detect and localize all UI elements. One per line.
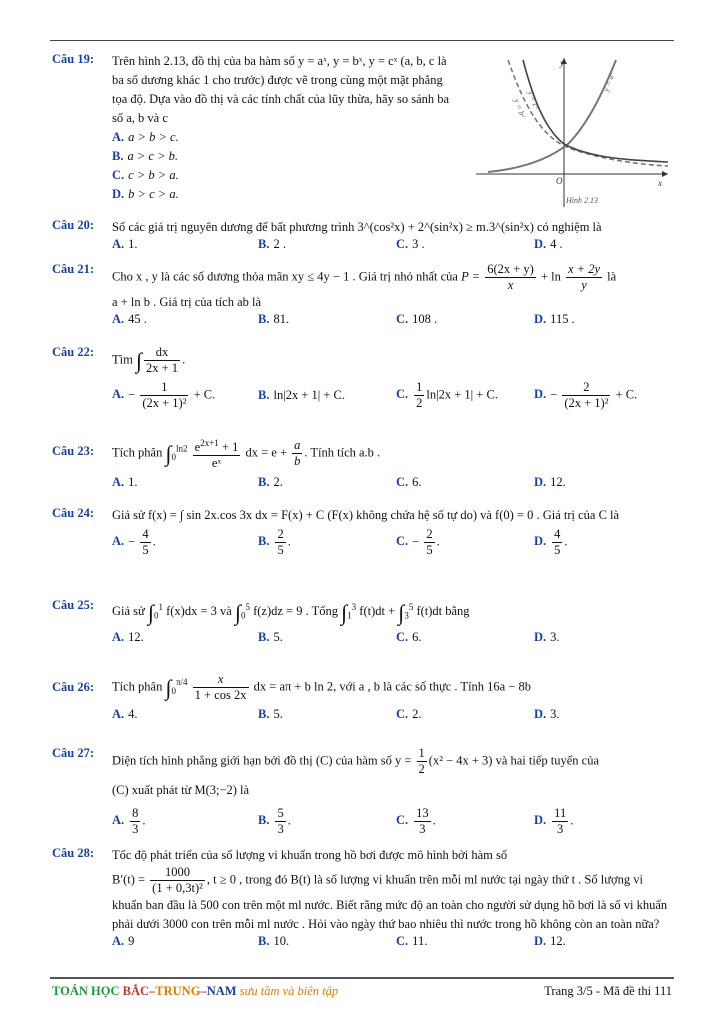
question-text: Tích phân	[112, 679, 163, 694]
option-c[interactable]: C. 108 .	[396, 312, 438, 326]
question-text: Số các giá trị nguyên dương để bất phương trình 3^(cos²x) + 2^(sin²x) ≥ m.3^(sin²x) có nghiệm là	[112, 220, 602, 234]
page-number: Trang 3/5 - Mã đề thi 111	[544, 984, 672, 998]
option-d[interactable]: D. $\frac{11}{3}$ .	[534, 806, 574, 836]
question-text: Tích phân	[112, 445, 163, 460]
option-c[interactable]: C. $\frac{1}{2}$ ln|2x + 1| + C.	[396, 380, 498, 410]
question-text: Giả sử f(x) = ∫ sin 2x.cos 3x dx = F(x) + C (F(x) không chứa hệ số tự do) và f(0) = 0 . Giá trị của C là	[112, 508, 620, 522]
question-label: Câu 20:	[52, 218, 95, 232]
option-b[interactable]: B. $\frac{5}{3}$ .	[258, 806, 291, 836]
graph-label-origin: O	[556, 176, 563, 186]
option-d[interactable]: D. 4 .	[534, 237, 563, 251]
option-d[interactable]: D. − $\frac{2}{\text{(2x + 1)²}}$ + C.	[534, 380, 638, 410]
question-label: Câu 19:	[52, 52, 95, 66]
graph-svg	[468, 52, 678, 212]
option-a[interactable]: A. − $\frac{1}{\text{(2x + 1)²}}$ + C.	[112, 380, 216, 410]
exponential-graph-figure	[468, 52, 678, 212]
option-c[interactable]: C. 11.	[396, 934, 428, 948]
question-text-2: (C) xuất phát từ M(3;−2) là	[112, 783, 250, 797]
option-a[interactable]: A. a > b > c.	[112, 130, 179, 144]
question-label: Câu 28:	[52, 846, 95, 860]
question-24	[52, 506, 672, 559]
option-d[interactable]: D. b > c > a.	[112, 187, 179, 201]
question-label: Câu 25:	[52, 598, 95, 612]
option-c[interactable]: C. c > b > a.	[112, 168, 179, 182]
question-label: Câu 26:	[52, 680, 95, 694]
option-a[interactable]: A. 12.	[112, 629, 144, 644]
question-label: Câu 27:	[52, 746, 95, 760]
option-a[interactable]: A. − $\frac{4}{5}$ .	[112, 527, 156, 557]
question-text-2: , t ≥ 0 , trong đó B(t) là số lượng vi khuẩn trên mỗi ml nước tại ngày thứ t . Số lượng vi khuẩn ban đầu là 500 con trên một ml nước. Biết rằng mức độ an toàn cho người sử dụng hồ bơi là số vi khuẩn phải dưới 3000 con trên mỗi ml nước . Hỏi vào ngày thứ bao nhiêu thì nước trong hồ không còn an toàn nữa?	[112, 872, 668, 931]
question-text-2: a + ln b . Giá trị của tích ab là	[112, 295, 262, 309]
question-text: Diện tích hình phẳng giới hạn bởi đồ thị (C) của hàm số	[112, 753, 392, 768]
question-label: Câu 22:	[52, 345, 95, 359]
question-22: Câu 22: Tìm ∫ $\frac{dx}{2x + 1}$ . A. − $\frac{1}{\text{(2x + 1)²}}$ + C. B. ln|2x + 1| + C. C. $\frac{1}{2}$ ln|2x + 1| + C. D. − $\frac{2}{\text{(2x + 1)²}}$ + C.	[52, 345, 638, 410]
option-b[interactable]: B. 5.	[258, 707, 283, 721]
option-c[interactable]: C. 6.	[396, 629, 422, 644]
option-c[interactable]: C. 3 .	[396, 237, 425, 251]
option-a[interactable]: A. 1.	[112, 475, 138, 490]
option-c[interactable]: C. − $\frac{2}{5}$ .	[396, 527, 440, 557]
option-b[interactable]: B. $\frac{2}{5}$ .	[258, 527, 291, 557]
graph-label-x: x	[658, 178, 662, 188]
question-text: Giả sử	[112, 604, 145, 619]
option-b[interactable]: B. 2 .	[258, 237, 286, 251]
question-23: Câu 23: Tích phân $\int_0^{ln2}$ $\frac{e^{2x+1} + 1}{\text{eˣ}}$ dx = e + $\frac{a}{b}$ . Tính tích a.b . A. 1. B. 2. C. 6. D. 12.	[52, 438, 566, 490]
option-d[interactable]: D. 115 .	[534, 312, 575, 326]
option-b[interactable]: B. ln|2x + 1| + C.	[258, 388, 346, 402]
question-21: Câu 21: Cho x , y là các số dương thỏa mãn xy ≤ 4y − 1 . Giá trị nhỏ nhất của P = $\frac{6(2x + y)}{x}$ + ln $\frac{x + 2y}{y}$ là a + ln b . Giá trị của tích ab là A. 45 . B. 81. C. 108 . D. 115 .	[52, 262, 672, 330]
question-26: Câu 26: Tích phân $\int_0^{\pi/4}$ $\frac{x}{1 + \cos 2x}$ dx = aπ + b ln 2, với a , b là các số thực . Tính 16a − 8b A. 4. B. 5. C. 2. D. 3.	[52, 672, 560, 721]
option-b[interactable]: B. a > c > b.	[112, 149, 179, 163]
option-a[interactable]: A. 45 .	[112, 312, 147, 326]
question-text: Trên hình 2.13, đồ thị của ba hàm số y = aˣ, y = bˣ, y = cˣ (a, b, c là ba số dương khác 1 cho trước) được vẽ trong cùng một mặt phẳng tọa độ. Dựa vào đồ thị và các tính chất của lũy thừa, hãy so sánh ba số a, b và c	[112, 54, 450, 125]
question-label: Câu 21:	[52, 262, 95, 276]
top-rule	[50, 40, 674, 41]
figure-caption: Hình 2.13	[566, 196, 598, 205]
question-25: Câu 25: Giả sử $\int_0^1$ f(x)dx = 3 và $\int_0^5$ f(z)dz = 9 . Tổng $\int_1^3$ $f(t)dt + \int_3^5$ f(t)dt bằng A. 12. B. 5. C. 6. D. 3.	[52, 598, 560, 644]
option-d[interactable]: D. 12.	[534, 475, 566, 490]
option-a[interactable]: A. 9	[112, 934, 135, 948]
option-b[interactable]: B. 10.	[258, 934, 290, 948]
question-28: Câu 28: Tốc độ phát triển của số lượng vi khuẩn trong hồ bơi được mô hình bởi hàm số B′(t) = $\frac{1000}{\text{(1 + 0,3t)²}}$ , t ≥ 0 , trong đó B(t) là số lượng vi khuẩn trên mỗi ml nước tại ngày thứ t . Số lượng vi khuẩn ban đầu là 500 con trên một ml nước. Biết rằng mức độ an toàn cho người sử dụng hồ bơi là số vi khuẩn phải dưới 3000 con trên mỗi ml nước . Hỏi vào ngày thứ bao nhiêu thì nước trong hồ không còn an toàn nữa? A. 9 B. 10. C. 11. D. 12.	[52, 846, 672, 952]
graph-label-b: y = bˣ	[512, 97, 528, 119]
option-a[interactable]: A. 1.	[112, 237, 138, 251]
question-20	[52, 218, 672, 255]
option-d[interactable]: D. $\frac{4}{5}$ .	[534, 527, 568, 557]
question-label: Câu 24:	[52, 506, 95, 520]
option-b[interactable]: B. 81.	[258, 312, 290, 326]
footer-rule	[50, 977, 674, 979]
question-27: Câu 27: Diện tích hình phẳng giới hạn bởi đồ thị (C) của hàm số y = $\frac{1}{2}$ (x² − 4x + 3) và hai tiếp tuyến của (C) xuất phát từ M(3;−2) là A. $\frac{8}{3}$ . B. $\frac{5}{3}$ . C. $\frac{13}{3}$ . D. $\frac{11}{3}$ .	[52, 746, 672, 838]
graph-label-y: y	[560, 58, 564, 68]
option-c[interactable]: C. 2.	[396, 707, 422, 721]
option-c[interactable]: C. $\frac{13}{3}$ .	[396, 806, 436, 836]
question-text: Cho x , y là các số dương thỏa mãn xy ≤ 4y − 1 . Giá trị nhỏ nhất của	[112, 269, 458, 284]
question-label: Câu 23:	[52, 444, 95, 458]
footer-brand: TOÁN HỌC BẮC–TRUNG–NAM sưu tầm và biên tập	[52, 984, 339, 998]
question-text: Tốc độ phát triển của số lượng vi khuẩn trong hồ bơi được mô hình bởi hàm số	[112, 848, 508, 862]
option-d[interactable]: D. 3.	[534, 629, 560, 644]
graph-label-c: y = cˣ	[526, 89, 541, 111]
question-text: Tìm	[112, 352, 133, 367]
option-b[interactable]: B. 2.	[258, 475, 283, 490]
option-d[interactable]: D. 12.	[534, 934, 566, 948]
option-a[interactable]: A. 4.	[112, 707, 138, 721]
option-d[interactable]: D. 3.	[534, 707, 560, 721]
option-c[interactable]: C. 6.	[396, 475, 422, 490]
option-a[interactable]: A. $\frac{8}{3}$ .	[112, 806, 146, 836]
option-b[interactable]: B. 5.	[258, 629, 283, 644]
graph-label-a: y = aˣ	[601, 71, 617, 93]
